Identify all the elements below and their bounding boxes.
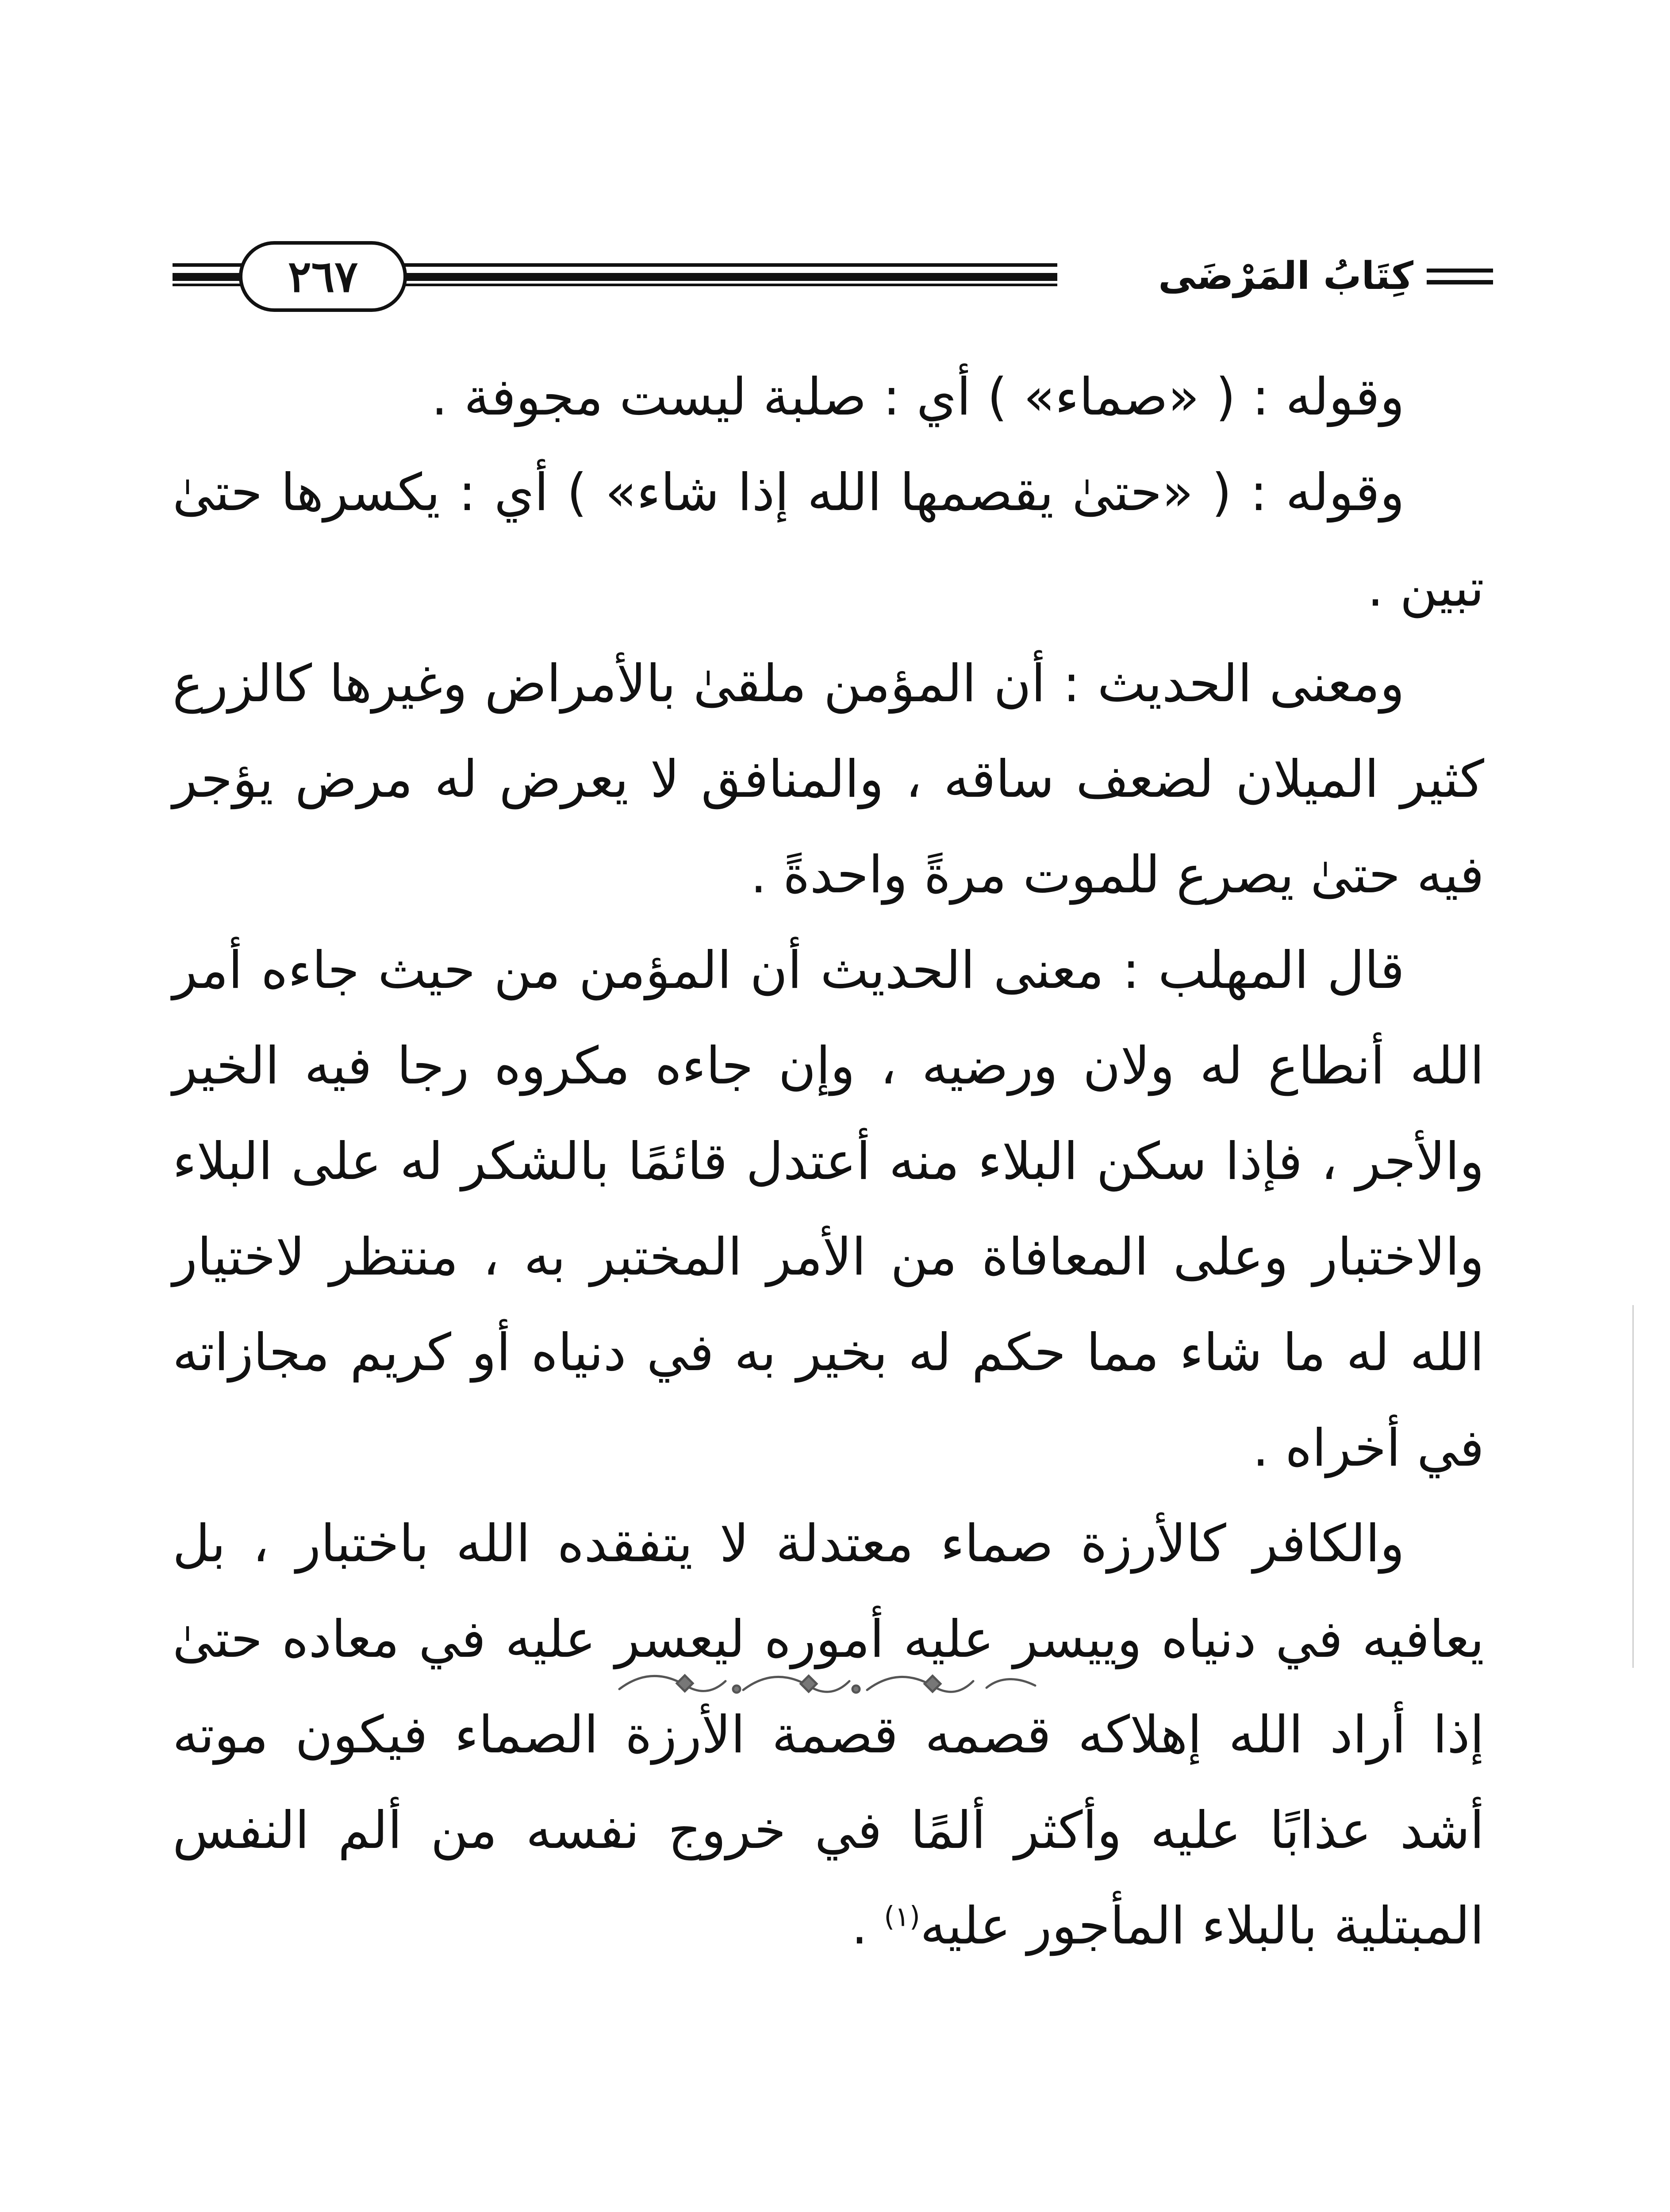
paragraph-5-text: والكافر كالأرزة صماء معتدلة لا يتفقده الله باختبار ، بل يعافيه في دنياه وييسر عليه أموره ليعسر عليه في معاده حتىٰ إذا أراد الله إهلاكه قصمه قصمة الأرزة الصماء فيكون موته أشد عذابًا عليه وأكثر ألمًا في خروج نفسه من ألم النفس المبتلية بالبلاء المأجور عليه	[173, 1514, 1484, 1956]
footnote-reference: (١)	[884, 1900, 920, 1933]
page-number-badge	[239, 241, 407, 312]
section-end-ornament-icon	[610, 1668, 1044, 1699]
running-title: كِتَابُ المَرْضَى	[1158, 254, 1413, 298]
paragraph-1: وقوله : ( «صماء» ) أي : صلبة ليست مجوفة .	[431, 367, 1405, 427]
paragraph-4: قال المهلب : معنى الحديث أن المؤمن من حيث جاءه أمر الله أنطاع له ولان ورضيه ، وإن جاءه مكروه رجا فيه الخير والأجر ، فإذا سكن البلاء منه أعتدل قائمًا بالشكر له على البلاء والاختبار وعلى المعافاة من الأمر المختبر به ، منتظر لاختيار الله له ما شاء مما حكم له بخير به في دنياه أو كريم مجازاته في أخراه .	[173, 941, 1484, 1478]
paragraph-5	[173, 1496, 1484, 1974]
header-rule-right	[1427, 269, 1493, 286]
paragraph-5-end: .	[851, 1896, 884, 1956]
page-number: ٢٦٧	[288, 251, 358, 302]
paragraph-2: وقوله : ( «حتىٰ يقصمها الله إذا شاء» ) أي : يكسرها حتىٰ تبين .	[173, 463, 1484, 618]
body-text	[173, 349, 1484, 1974]
paragraph-3: ومعنى الحديث : أن المؤمن ملقىٰ بالأمراض وغيرها كالزرع كثير الميلان لضعف ساقه ، والمنافق لا يعرض له مرض يؤجر فيه حتىٰ يصرع للموت مرةً واحدةً .	[173, 654, 1484, 905]
scan-margin-line	[1632, 1305, 1634, 1668]
page-header	[173, 241, 1500, 314]
